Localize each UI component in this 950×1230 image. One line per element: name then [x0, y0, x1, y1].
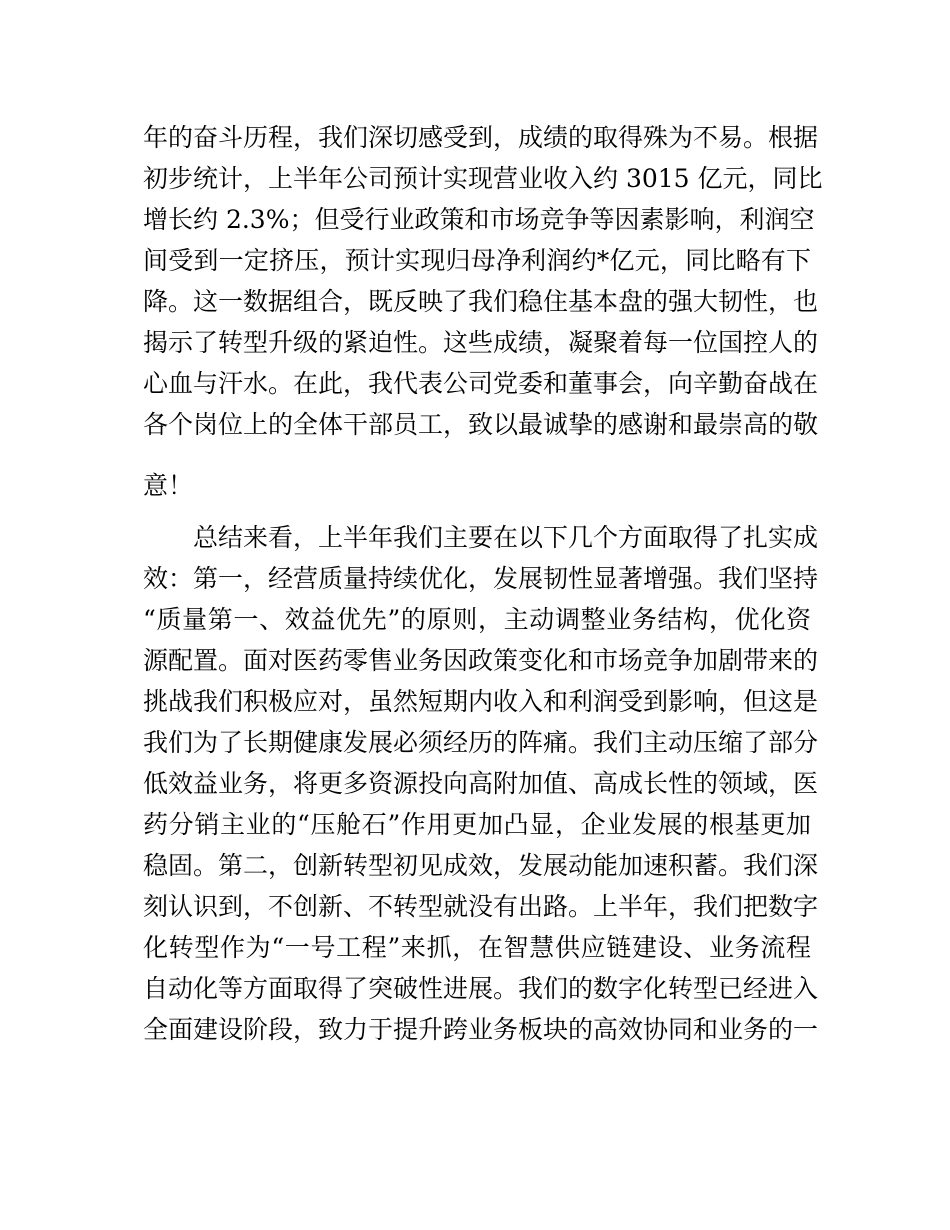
paragraph-1-line: 心血与汗水。在此，我代表公司党委和董事会，向辛勤奋战在 [143, 369, 819, 398]
paragraph-2-line: 效：第一，经营质量持续优化，发展韧性显著增强。我们坚持 [143, 564, 819, 593]
paragraph-2-line: 刻认识到，不创新、不转型就没有出路。上半年，我们把数字 [143, 892, 819, 921]
paragraph-1-line: 揭示了转型升级的紧迫性。这些成绩，凝聚着每一位国控人的 [143, 328, 819, 357]
paragraph-2-line: 化转型作为“一号工程”来抓，在智慧供应链建设、业务流程 [143, 933, 811, 962]
paragraph-2-first-line: 总结来看，上半年我们主要在以下几个方面取得了扎实成 [193, 523, 819, 552]
paragraph-2-line: 我们为了长期健康发展必须经历的阵痛。我们主动压缩了部分 [143, 728, 819, 757]
paragraph-2-line: 稳固。第二，创新转型初见成效，发展动能加速积蓄。我们深 [143, 851, 819, 880]
paragraph-2-line: 源配置。面对医药零售业务因政策变化和市场竞争加剧带来的 [143, 646, 819, 675]
paragraph-1-line: 间受到一定挤压，预计实现归母净利润约*亿元，同比略有下 [143, 246, 811, 275]
paragraph-1-line: 各个岗位上的全体干部员工，致以最诚挚的感谢和最崇高的敬 [143, 410, 819, 439]
paragraph-1-last-line: 意！ [143, 471, 194, 500]
paragraph-2-line: 挑战我们积极应对，虽然短期内收入和利润受到影响，但这是 [143, 687, 819, 716]
paragraph-2-line: “质量第一、效益优先”的原则，主动调整业务结构，优化资 [143, 605, 811, 634]
paragraph-2-line: 低效益业务，将更多资源投向高附加值、高成长性的领域，医 [143, 769, 819, 798]
paragraph-1-line: 增长约 2.3%；但受行业政策和市场竞争等因素影响，利润空 [143, 205, 815, 234]
paragraph-1-line: 降。这一数据组合，既反映了我们稳住基本盘的强大韧性，也 [143, 287, 819, 316]
paragraph-2-line: 药分销主业的“压舱石”作用更加凸显，企业发展的根基更加 [143, 810, 811, 839]
paragraph-1-line: 年的奋斗历程，我们深切感受到，成绩的取得殊为不易。根据 [143, 123, 819, 152]
paragraph-2-line: 全面建设阶段，致力于提升跨业务板块的高效协同和业务的一 [143, 1015, 819, 1044]
paragraph-2-line: 自动化等方面取得了突破性进展。我们的数字化转型已经进入 [143, 974, 819, 1003]
paragraph-1-line: 初步统计，上半年公司预计实现营业收入约 3015 亿元，同比 [143, 164, 823, 193]
